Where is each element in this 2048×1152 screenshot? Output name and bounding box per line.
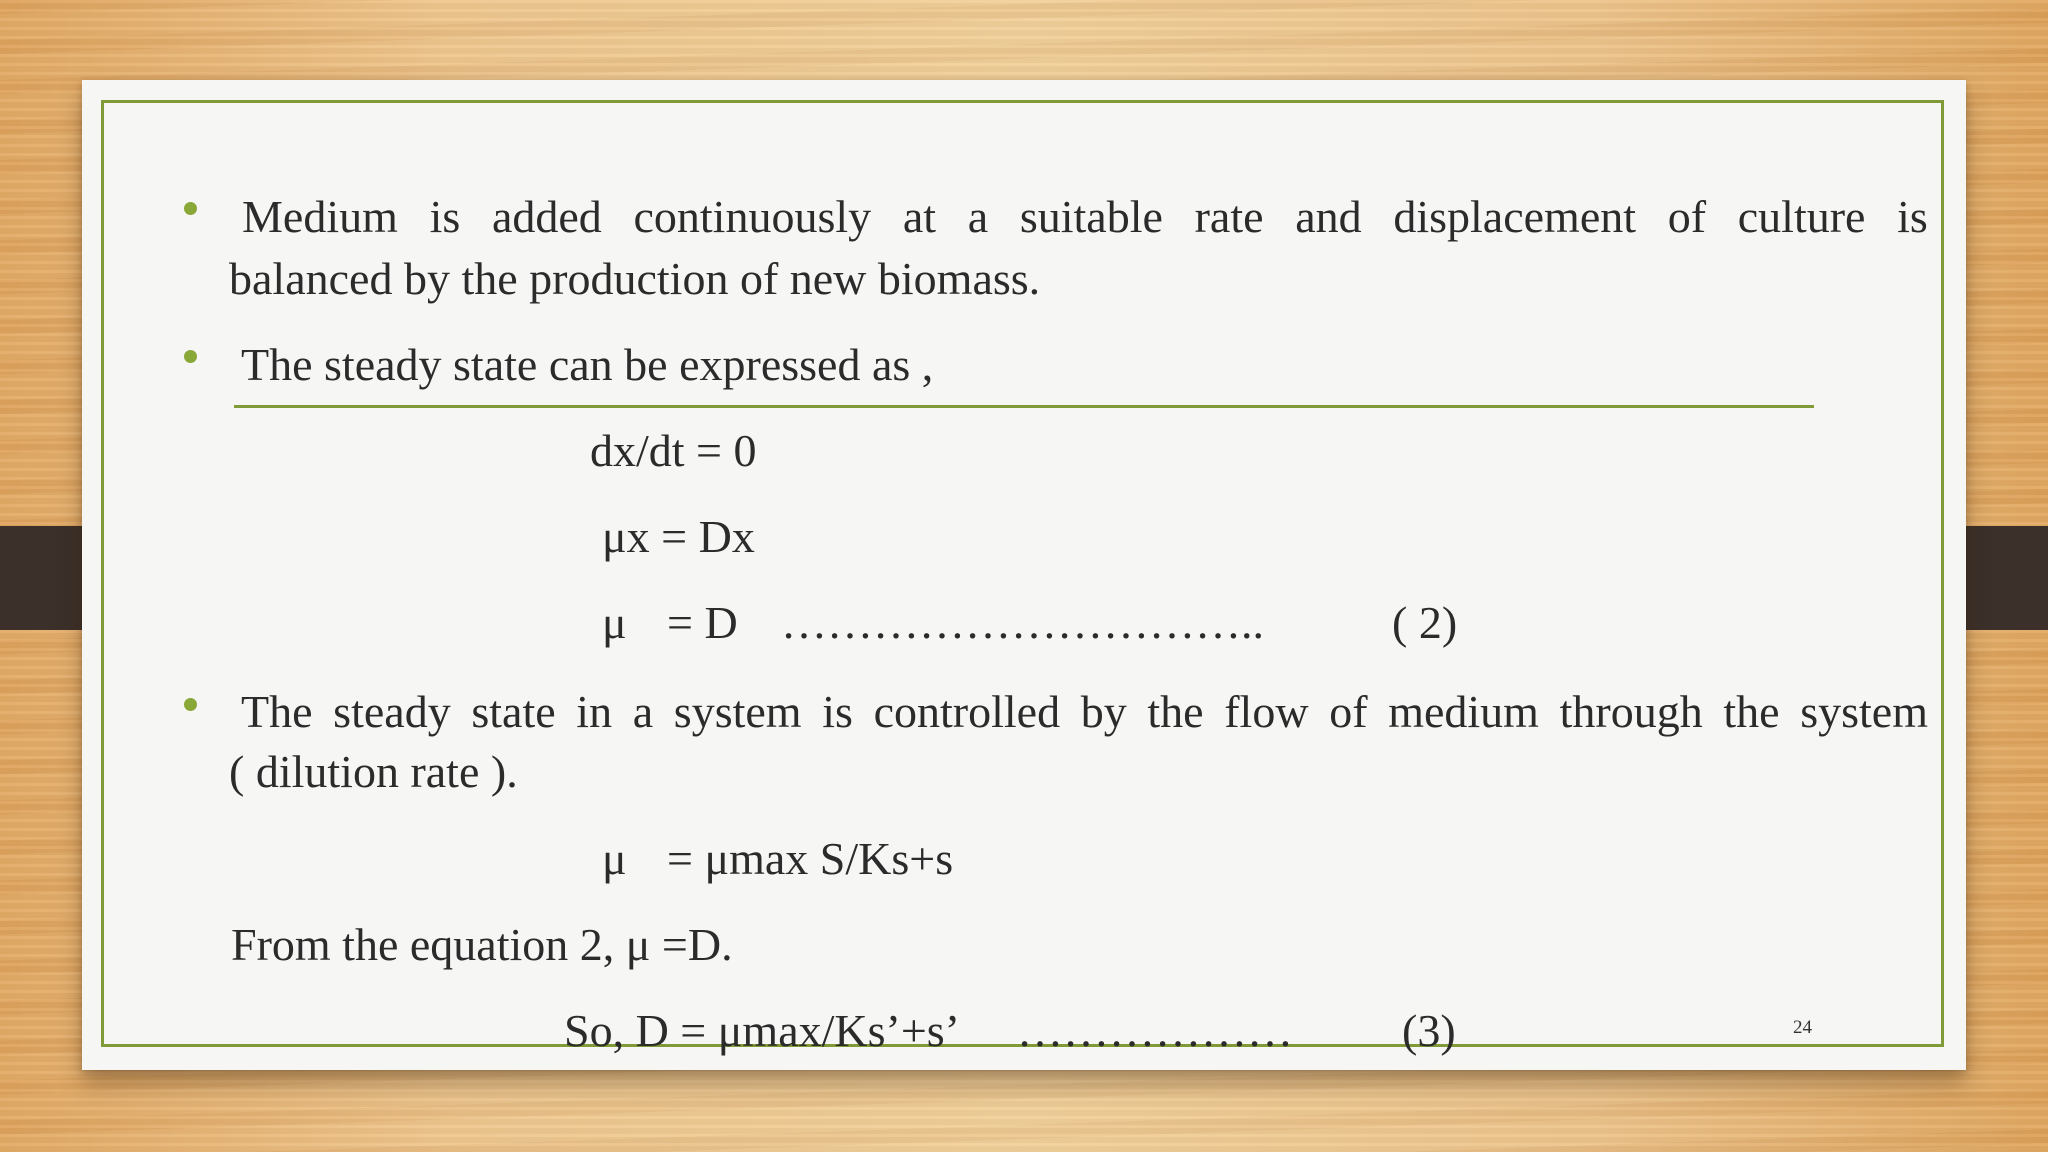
bullet-2-line-1: The steady state can be expressed as ,	[241, 339, 934, 390]
underline-rule	[234, 405, 1814, 408]
bullet-1-word: added	[491, 191, 602, 242]
equation-3-dots: ………………	[1017, 1005, 1293, 1056]
equation-so-d: So, D = μmax/Ks’+s’	[564, 1005, 960, 1056]
bullet-1-word: rate	[1194, 191, 1264, 242]
equation-mux: μx = Dx	[602, 511, 755, 562]
equation-3-number: (3)	[1402, 1005, 1456, 1056]
monod-equation-rhs: = μmax S/Ks+s	[667, 833, 954, 884]
bullet-1-word: continuously	[633, 191, 872, 242]
bullet-dot-2	[184, 350, 197, 363]
bullet-1-word: is	[429, 191, 461, 242]
equation-2-number: ( 2)	[1392, 597, 1458, 648]
equation-mu-rhs: = D	[667, 597, 738, 648]
equation-dx-dt: dx/dt = 0	[590, 425, 757, 476]
bullet-1-word: of	[1667, 191, 1707, 242]
bullet-3-line-1: The steady state in a system is controlled by the flow of medium through the system	[241, 686, 1928, 737]
from-equation-text: From the equation 2, μ =D.	[231, 919, 733, 970]
slide-frame-border	[101, 100, 1944, 1047]
bullet-1-word: Medium	[242, 191, 398, 242]
equation-mu-lhs: μ	[602, 597, 627, 648]
bullet-3-line-2: ( dilution rate ).	[229, 746, 518, 797]
bullet-1-line-1	[242, 191, 1928, 242]
bullet-1-word: culture	[1737, 191, 1866, 242]
page-number: 24	[1793, 1017, 1812, 1038]
bullet-dot-3	[184, 698, 197, 711]
monod-equation-lhs: μ	[602, 833, 627, 884]
bullet-1-line-2: balanced by the production of new biomass.	[229, 253, 1041, 304]
bullet-1-word: displacement	[1393, 191, 1637, 242]
bullet-1-word: suitable	[1019, 191, 1163, 242]
bullet-1-word: is	[1897, 191, 1928, 242]
bullet-1-word: at	[902, 191, 937, 242]
bullet-1-word: and	[1295, 191, 1362, 242]
equation-2-dots: …………………………..	[781, 597, 1264, 648]
bullet-1-word: a	[967, 191, 989, 242]
bullet-dot-1	[184, 202, 197, 215]
